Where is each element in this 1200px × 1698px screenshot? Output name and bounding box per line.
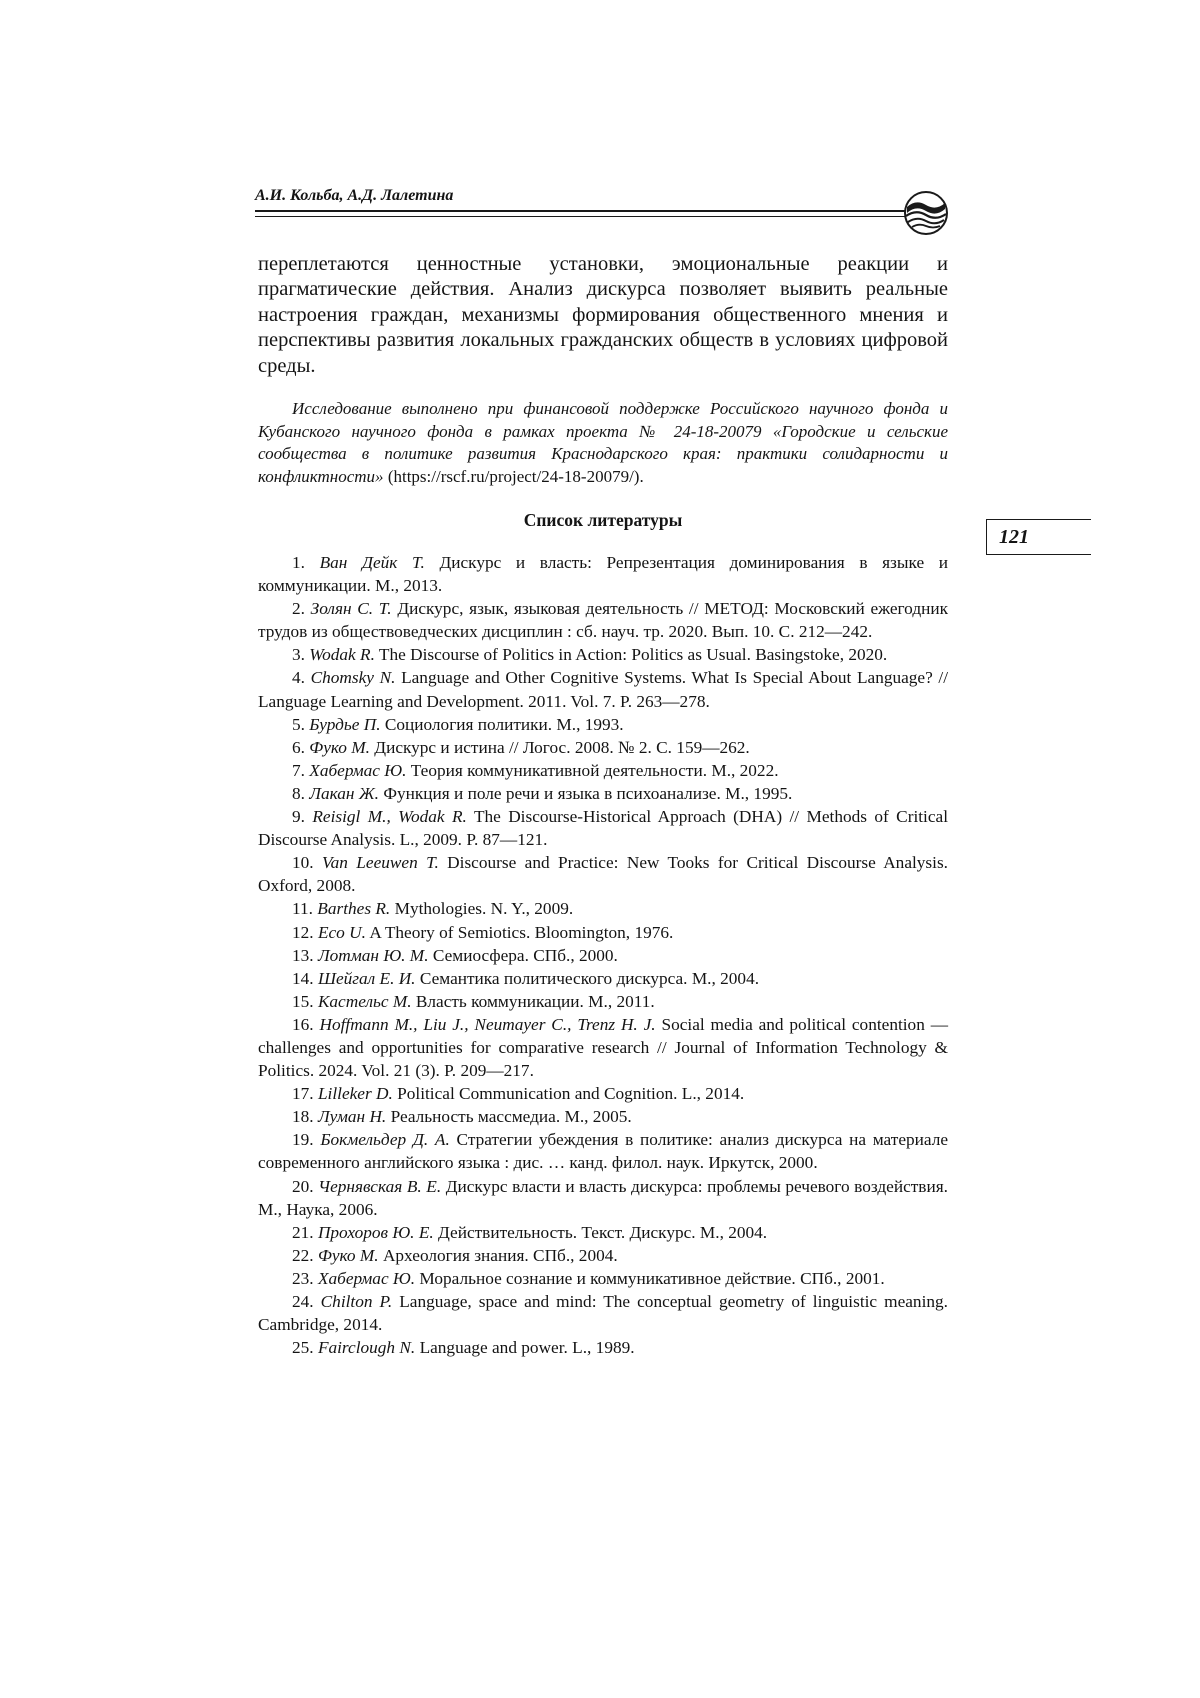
header-rule-thick — [255, 210, 905, 212]
reference-text: Действительность. Текст. Дискурс. М., 2004. — [438, 1222, 768, 1242]
reference-number: 17. — [292, 1084, 314, 1104]
reference-item — [258, 736, 948, 759]
reference-author: Луман Н. — [317, 1107, 387, 1127]
reference-author: Прохоров Ю. Е. — [317, 1222, 434, 1242]
reference-number: 19. — [292, 1130, 314, 1150]
reference-item — [258, 944, 948, 967]
reference-text: Археология знания. СПб., 2004. — [382, 1245, 618, 1265]
reference-author: Кастельс М. — [317, 991, 412, 1011]
reference-text: The Discourse-Historical Approach (DHA) // Methods of Critical Discourse Analysis. L., 2009. P. 87—121. — [258, 807, 948, 850]
reference-number: 14. — [292, 968, 314, 988]
reference-number: 23. — [292, 1268, 314, 1288]
body-paragraph: переплетаются ценностные установки, эмоциональные реакции и прагматические действия. Анализ дискурса позволяет выявить реальные настроения граждан, механизмы формирования общественного мнения и перспективы развития локальных гражданских обществ в условиях цифровой среды. — [258, 253, 948, 377]
reference-author: Lilleker D. — [317, 1084, 393, 1104]
reference-item — [258, 551, 948, 597]
reference-item — [258, 643, 948, 666]
reference-author: Фуко М. — [309, 737, 370, 757]
reference-item — [258, 967, 948, 990]
reference-text: Discourse and Practice: New Tooks for Critical Discourse Analysis. Oxford, 2008. — [258, 853, 949, 896]
reference-text: Социология политики. М., 1993. — [384, 714, 624, 734]
reference-item — [258, 597, 948, 643]
reference-item — [258, 1290, 948, 1336]
reference-text: Language and Other Cognitive Systems. What Is Special About Language? // Language Learning and Development. 2011. Vol. 7. P. 263—278. — [258, 668, 948, 711]
reference-text: Дискурс власти и власть дискурса: проблемы речевого воздействия. М., Наука, 2006. — [258, 1176, 948, 1219]
reference-author: Wodak R. — [309, 645, 375, 665]
reference-number: 5. — [292, 714, 305, 734]
reference-author: Chomsky N. — [310, 668, 396, 688]
reference-text: Political Communication and Cognition. L., 2014. — [397, 1084, 745, 1104]
page-number: 121 — [986, 519, 1091, 555]
reference-item — [258, 759, 948, 782]
reference-author: Фуко М. — [317, 1245, 379, 1265]
reference-text: Реальность массмедиа. М., 2005. — [390, 1107, 632, 1127]
reference-author: Barthes R. — [317, 899, 391, 919]
reference-item — [258, 1221, 948, 1244]
reference-author: Лакан Ж. — [309, 783, 379, 803]
reference-text: Теория коммуникативной деятельности. М., 2022. — [410, 760, 779, 780]
reference-item — [258, 1175, 948, 1221]
reference-author: Золян С. Т. — [310, 599, 392, 619]
funding-url: (https://rscf.ru/project/24-18-20079/). — [387, 466, 644, 486]
reference-number: 9. — [292, 807, 305, 827]
reference-item — [258, 897, 948, 920]
reference-item — [258, 782, 948, 805]
reference-text: Стратегии убеждения в политике: анализ дискурса на материале современного английского языка : дис. … канд. филол. наук. Иркутск, 2000. — [258, 1130, 948, 1173]
header-authors: А.И. Кольба, А.Д. Лалетина — [255, 187, 454, 204]
reference-text: Дискурс, язык, языковая деятельность // МЕТОД: Московский ежегодник трудов из обществоведческих дисциплин : сб. науч. тр. 2020. Вып. 10. С. 212—242. — [258, 599, 949, 642]
reference-item — [258, 1267, 948, 1290]
reference-item — [258, 805, 948, 851]
reference-number: 3. — [292, 645, 305, 665]
reference-text: Власть коммуникации. М., 2011. — [415, 991, 655, 1011]
reference-author: Бурдье П. — [309, 714, 381, 734]
reference-author: Reisigl M., Wodak R. — [312, 807, 467, 827]
reference-list — [258, 551, 948, 1359]
reference-item — [258, 1128, 948, 1174]
reference-item — [258, 1013, 948, 1082]
reference-author: Шейгал Е. И. — [317, 968, 416, 988]
reference-text: Дискурс и власть: Репрезентация доминирования в языке и коммуникации. М., 2013. — [258, 553, 948, 596]
reference-item — [258, 1336, 948, 1359]
reference-number: 4. — [292, 668, 305, 688]
funding-note — [258, 398, 948, 488]
funding-text: Исследование выполнено при финансовой поддержке Российского научного фонда и Кубанского научного фонда в рамках проекта № 24-18-20079 «Городские и сельские сообщества в политике развития Краснодарского края: практики солидарности и конфликтности» — [258, 399, 948, 486]
reference-item — [258, 666, 948, 712]
reference-author: Fairclough N. — [317, 1338, 416, 1358]
reference-number: 11. — [292, 899, 313, 919]
reference-author: Van Leeuwen T. — [322, 853, 439, 873]
reference-number: 6. — [292, 737, 305, 757]
reference-author: Чернявская В. Е. — [318, 1176, 442, 1196]
reference-text: Семиосфера. СПб., 2000. — [432, 945, 618, 965]
reference-text: Функция и поле речи и языка в психоанализе. М., 1995. — [383, 783, 793, 803]
reference-text: Моральное сознание и коммуникативное действие. СПб., 2001. — [419, 1268, 885, 1288]
reference-number: 7. — [292, 760, 305, 780]
reference-author: Хабермас Ю. — [317, 1268, 416, 1288]
reference-author: Eco U. — [317, 922, 366, 942]
reference-number: 25. — [292, 1338, 314, 1358]
reference-text: A Theory of Semiotics. Bloomington, 1976. — [369, 922, 674, 942]
reference-text: Дискурс и истина // Логос. 2008. № 2. С. 159—262. — [374, 737, 750, 757]
reference-item — [258, 921, 948, 944]
reference-item — [258, 1082, 948, 1105]
reference-item — [258, 851, 948, 897]
reference-number: 12. — [292, 922, 314, 942]
reference-number: 20. — [292, 1176, 314, 1196]
reference-number: 1. — [292, 553, 305, 572]
reference-number: 8. — [292, 783, 305, 803]
header-rule-thin — [255, 216, 905, 217]
reference-author: Лотман Ю. М. — [317, 945, 429, 965]
reference-number: 18. — [292, 1107, 314, 1127]
reference-author: Хабермас Ю. — [309, 760, 407, 780]
reference-author: Бокмельдер Д. А. — [320, 1130, 450, 1150]
reference-text: Social media and political contention — challenges and opportunities for comparative research // Journal of Information Technology & Politics. 2024. Vol. 21 (3). P. 209—217. — [258, 1014, 948, 1081]
reference-number: 2. — [292, 599, 305, 619]
reference-number: 10. — [292, 853, 314, 873]
reference-number: 24. — [292, 1292, 314, 1311]
reference-author: Ван Дейк Т. — [319, 553, 425, 572]
reference-item — [258, 990, 948, 1013]
journal-logo-icon — [903, 190, 949, 236]
reference-text: Language and power. L., 1989. — [419, 1338, 635, 1358]
reference-text: The Discourse of Politics in Action: Politics as Usual. Basingstoke, 2020. — [378, 645, 888, 665]
reference-item — [258, 713, 948, 736]
references-heading: Список литературы — [523, 510, 683, 530]
reference-number: 15. — [292, 991, 314, 1011]
reference-number: 13. — [292, 945, 314, 965]
reference-item — [258, 1244, 948, 1267]
reference-author: Chilton P. — [320, 1292, 393, 1311]
reference-text: Mythologies. N. Y., 2009. — [394, 899, 574, 919]
reference-author: Hoffmann M., Liu J., Neumayer C., Trenz H. J. — [319, 1014, 656, 1034]
reference-number: 21. — [292, 1222, 314, 1242]
reference-number: 22. — [292, 1245, 314, 1265]
reference-number: 16. — [292, 1014, 314, 1034]
reference-text: Language, space and mind: The conceptual geometry of linguistic meaning. Cambridge, 2014. — [258, 1292, 948, 1335]
reference-item — [258, 1105, 948, 1128]
reference-text: Семантика политического дискурса. М., 2004. — [419, 968, 760, 988]
